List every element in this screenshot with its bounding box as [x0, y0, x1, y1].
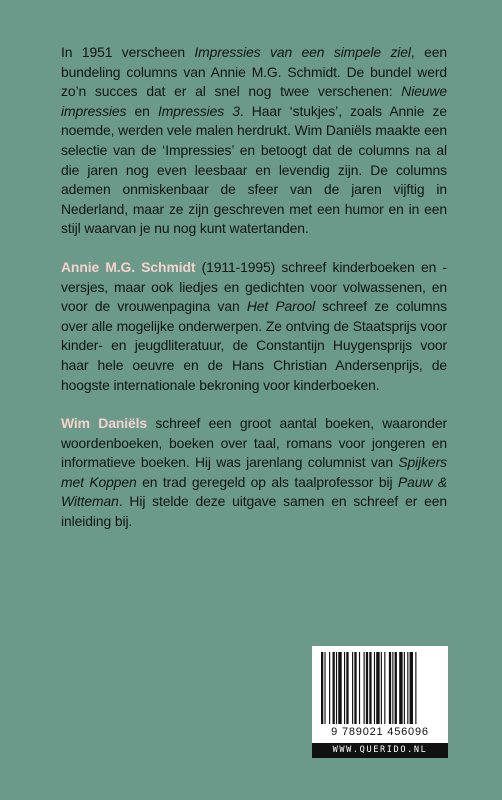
author-bio: Annie M.G. Schmidt (1911-1995) schreef kinderboeken en -versjes, maar ook liedjes en gedichten voor volwassenen, en voor de vrouwenpagina van Het Parool schreef ze columns over alle mogelijke onderwerpen. Ze ontving de Staatsprijs voor kinder- en jeugdliteratuur, de Constantijn Huygensprijs voor haar hele oeuvre en de Hans Christian Andersenprijs, de hoogste internationale bekroning voor kinderboeken. — [61, 258, 447, 393]
book-title: Impressies van een simpele ziel — [194, 44, 411, 60]
editor-name: Wim Daniëls — [61, 415, 148, 432]
isbn-number: 9 789021 456096 — [331, 726, 429, 738]
back-cover-text — [61, 43, 447, 551]
show-name: Spijkers met Koppen — [61, 454, 447, 490]
show-name-2: Pauw & Witteman — [61, 473, 447, 510]
publisher-url: WWW.QUERIDO.NL — [312, 743, 448, 758]
barcode-label — [312, 646, 448, 758]
barcode-icon — [319, 652, 441, 728]
author-name: Annie M.G. Schmidt — [61, 258, 196, 275]
book-title-3: Impressies 3 — [157, 102, 240, 119]
book-title-2: Nieuwe impressies — [61, 83, 447, 119]
newspaper-name: Het Parool — [246, 298, 315, 315]
book-description: In 1951 verscheen Impressies van een simpele ziel, een bundeling columns van Annie M.G. Schmidt. De bundel werd zo’n succes dat er al snel nog twee verschenen: Nieuwe impressies en Impressies 3. Haar ‘stukjes’, zoals Annie ze noemde, werden vele malen herdrukt. Wim Daniëls maakte een selectie van de ‘Impressies’ en betoogt dat de columns na al die jaren nog even leesbaar en levendig zijn. De columns ademen onmiskenbaar de sfeer van de jaren vijftig in Nederland, maar ze zijn geschreven met een humor en in een stijl waarvan je nu nog kunt watertanden. — [61, 44, 447, 237]
editor-bio: Wim Daniëls schreef een groot aantal boeken, waaronder woordenboeken, boeken over taal, romans voor jongeren en informatieve boeken. Hij was jarenlang columnist van Spijkers met Koppen en trad geregeld op als taalprofessor bij Pauw & Witteman. Hij stelde deze uitgave samen en schreef er een inleiding bij. — [61, 415, 447, 530]
